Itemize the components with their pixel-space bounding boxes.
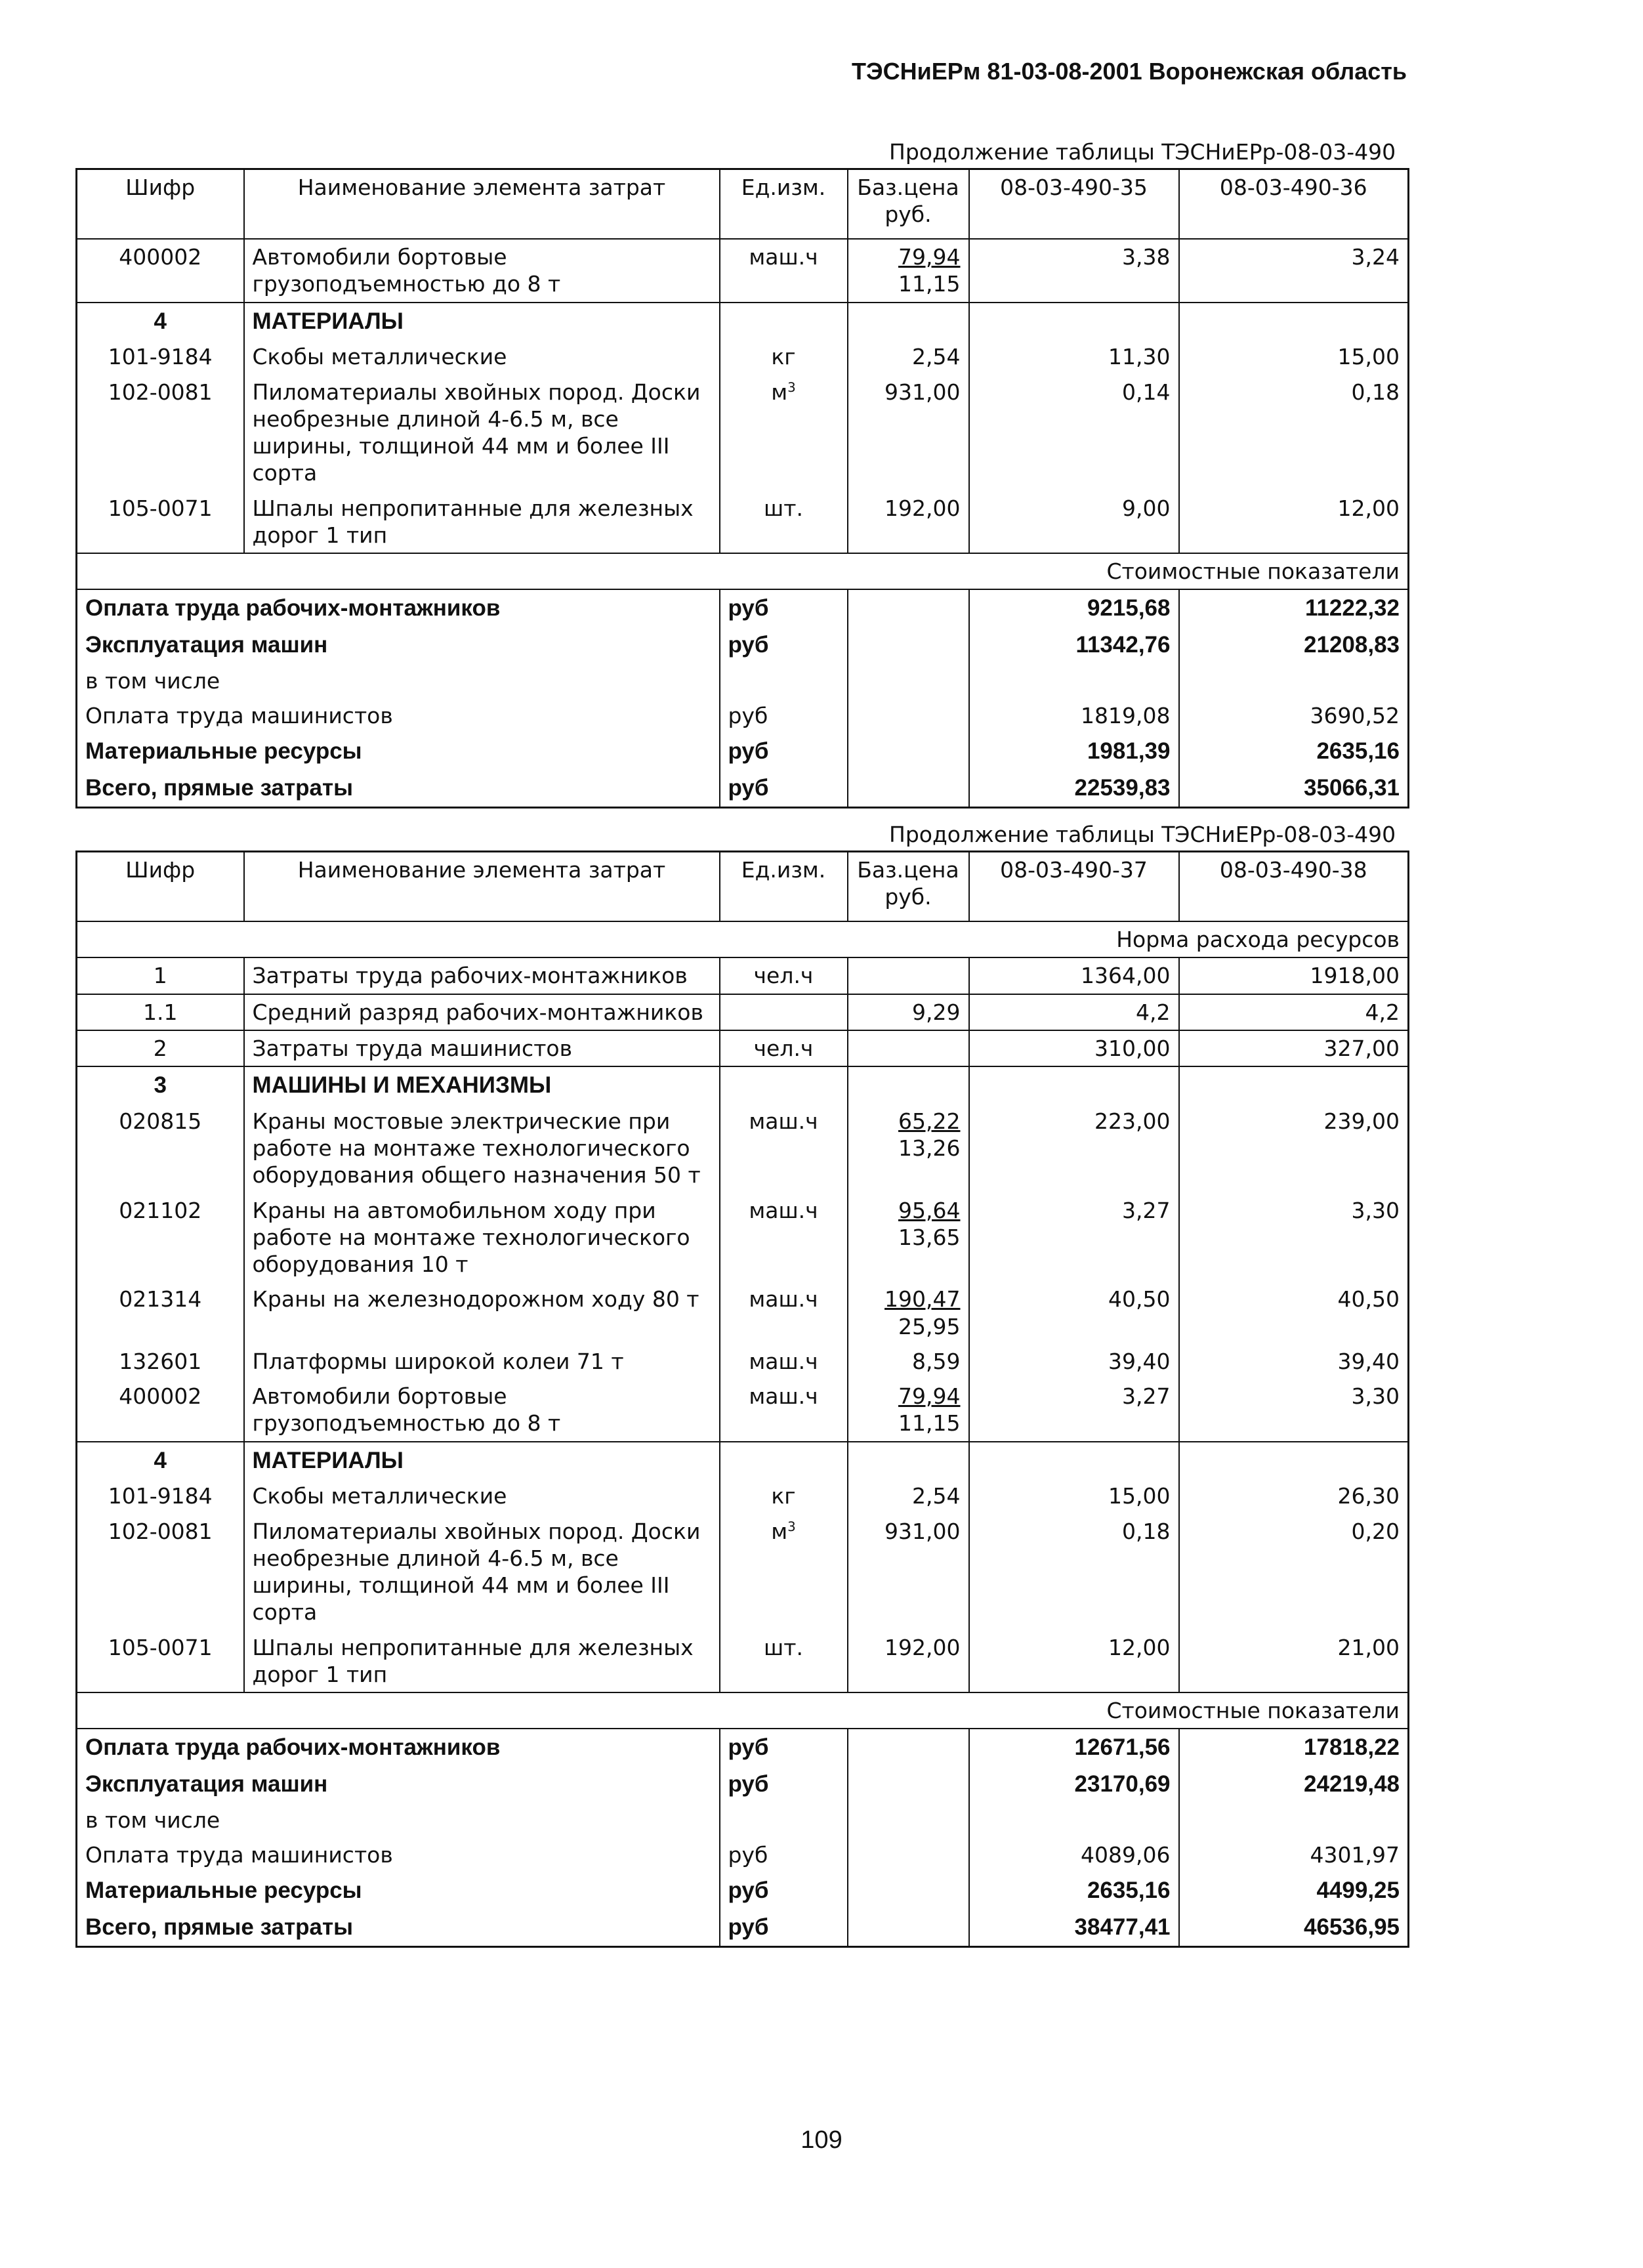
unit-text: маш.ч bbox=[749, 1286, 818, 1312]
row-unit bbox=[720, 339, 848, 374]
cost-unit: руб bbox=[720, 1729, 848, 1766]
cost-unit: руб bbox=[720, 1838, 848, 1872]
row-value-2: 4,2 bbox=[1179, 994, 1409, 1030]
unit-text: шт. bbox=[764, 495, 803, 521]
table-row bbox=[77, 994, 1409, 1030]
row-price bbox=[848, 375, 969, 491]
row-code: 101-9184 bbox=[77, 1479, 244, 1513]
row-unit bbox=[720, 239, 848, 303]
cost-value-1: 4089,06 bbox=[969, 1838, 1179, 1872]
cost-value-2: 2635,16 bbox=[1316, 738, 1400, 765]
cost-value-1: 12671,56 bbox=[969, 1729, 1179, 1766]
price-value: 931,00 bbox=[884, 379, 961, 405]
cost-label: Всего, прямые затраты bbox=[77, 1909, 720, 1946]
row-value-2: 12,00 bbox=[1337, 495, 1400, 521]
row-name: Шпалы непропитанные для железных дорог 1 тип bbox=[244, 1630, 720, 1693]
cost-label: Оплата труда рабочих-монтажников bbox=[77, 589, 720, 627]
unit-text: м bbox=[771, 379, 788, 405]
cost-row bbox=[77, 1909, 1409, 1946]
row-code: 020815 bbox=[77, 1104, 244, 1193]
cost-value-1: 23170,69 bbox=[969, 1766, 1179, 1803]
unit-text: маш.ч bbox=[749, 1383, 818, 1409]
cost-row bbox=[77, 1766, 1409, 1803]
cost-value-2: 24219,48 bbox=[1304, 1771, 1400, 1797]
table1 bbox=[75, 168, 1409, 808]
table2-cost bbox=[77, 1692, 1409, 1946]
row-value-2: 3,24 bbox=[1351, 244, 1400, 270]
table2-machines bbox=[77, 1104, 1409, 1442]
row-name: Шпалы непропитанные для железных дорог 1 тип bbox=[244, 491, 720, 554]
cost-unit: руб bbox=[720, 1872, 848, 1909]
table2-labor bbox=[77, 957, 1409, 1066]
price-value: 79,94 bbox=[898, 244, 961, 270]
cost-value-1: 1981,39 bbox=[969, 733, 1179, 770]
cost-price bbox=[848, 733, 969, 770]
row-name: Средний разряд рабочих-монтажников bbox=[244, 994, 720, 1030]
col-header-v2: 08-03-490-38 bbox=[1219, 857, 1367, 883]
table2-caption: Продолжение таблицы ТЭСНиЕРр-08-03-490 bbox=[889, 822, 1396, 847]
unit-text: кг bbox=[771, 1483, 796, 1509]
row-price bbox=[848, 1282, 969, 1344]
cost-unit bbox=[720, 1803, 848, 1838]
cost-price bbox=[848, 1803, 969, 1838]
row-unit bbox=[720, 1344, 848, 1379]
unit-superscript: 3 bbox=[787, 1519, 796, 1534]
row-code: 400002 bbox=[77, 1379, 244, 1442]
row-value-2: 39,40 bbox=[1337, 1348, 1400, 1374]
cost-label: Всего, прямые затраты bbox=[77, 770, 720, 807]
table-row bbox=[77, 339, 1409, 374]
table-row bbox=[77, 1282, 1409, 1344]
unit-text: маш.ч bbox=[749, 1197, 818, 1223]
row-value-2: 40,50 bbox=[1337, 1286, 1400, 1312]
row-price bbox=[848, 491, 969, 554]
col-header-code: Шифр bbox=[77, 169, 244, 240]
table1-header bbox=[77, 169, 1409, 240]
row-value-1: 39,40 bbox=[969, 1344, 1179, 1379]
row-code: 132601 bbox=[77, 1344, 244, 1379]
cost-value-2: 11222,32 bbox=[1304, 595, 1400, 621]
cost-header: Стоимостные показатели bbox=[77, 1692, 1409, 1729]
unit-superscript: 3 bbox=[787, 379, 796, 395]
row-unit bbox=[720, 1193, 848, 1282]
section-title: МАТЕРИАЛЫ bbox=[244, 303, 720, 340]
row-price bbox=[848, 239, 969, 303]
cost-row bbox=[77, 733, 1409, 770]
price-value: 2,54 bbox=[912, 1483, 961, 1509]
row-value-2: 1918,00 bbox=[1310, 963, 1400, 989]
table-row bbox=[77, 491, 1409, 554]
row-value-1: 12,00 bbox=[969, 1630, 1179, 1693]
row-unit bbox=[720, 1630, 848, 1693]
row-code: 105-0071 bbox=[77, 1630, 244, 1693]
row-unit bbox=[720, 957, 848, 994]
cost-row bbox=[77, 698, 1409, 733]
row-code: 102-0081 bbox=[77, 1514, 244, 1630]
page-number: 109 bbox=[801, 2126, 842, 2154]
cost-label: Оплата труда машинистов bbox=[77, 1838, 720, 1872]
row-name: Затраты труда машинистов bbox=[244, 1030, 720, 1066]
row-price bbox=[848, 1030, 969, 1066]
unit-text: маш.ч bbox=[749, 1108, 818, 1134]
cost-header: Стоимостные показатели bbox=[77, 553, 1409, 589]
price-machinist-wage: 11,15 bbox=[898, 1410, 961, 1437]
cost-value-1: 11342,76 bbox=[969, 627, 1179, 663]
row-value-1: 3,27 bbox=[969, 1379, 1179, 1442]
table-row bbox=[77, 1104, 1409, 1193]
col-header-v1: 08-03-490-35 bbox=[969, 169, 1179, 240]
table-row bbox=[77, 957, 1409, 994]
row-value-2: 0,18 bbox=[1351, 379, 1400, 405]
row-price bbox=[848, 957, 969, 994]
cost-unit bbox=[720, 663, 848, 698]
row-name: Автомобили бортовые грузоподъемностью до 8 т bbox=[244, 239, 720, 303]
norm-header: Норма расхода ресурсов bbox=[1116, 927, 1400, 952]
cost-value-1 bbox=[969, 663, 1179, 698]
cost-value-2: 21208,83 bbox=[1304, 632, 1400, 658]
row-value-1: 310,00 bbox=[969, 1030, 1179, 1066]
row-name: Пиломатериалы хвойных пород. Доски необрезные длиной 4-6.5 м, все ширины, толщиной 44 мм и более III сорта bbox=[244, 375, 720, 491]
price-value: 8,59 bbox=[912, 1348, 961, 1374]
row-price bbox=[848, 1193, 969, 1282]
section-number: 3 bbox=[77, 1066, 244, 1104]
table-row bbox=[77, 1479, 1409, 1513]
cost-value-1: 2635,16 bbox=[969, 1872, 1179, 1909]
row-code: 400002 bbox=[77, 239, 244, 303]
table1-cost bbox=[77, 553, 1409, 807]
unit-text: м bbox=[771, 1518, 788, 1544]
cost-value-2: 3690,52 bbox=[1310, 703, 1400, 728]
col-header-name: Наименование элемента затрат bbox=[244, 852, 720, 922]
cost-row bbox=[77, 770, 1409, 807]
cost-label: в том числе bbox=[77, 1803, 720, 1838]
row-price bbox=[848, 1344, 969, 1379]
table-row bbox=[77, 1630, 1409, 1693]
unit-text: шт. bbox=[764, 1634, 803, 1660]
row-code: 021102 bbox=[77, 1193, 244, 1282]
cost-price bbox=[848, 770, 969, 807]
row-name: Краны на автомобильном ходу при работе на монтаже технологического оборудования 10 т bbox=[244, 1193, 720, 1282]
price-value: 190,47 bbox=[884, 1286, 961, 1312]
row-value-1: 3,27 bbox=[969, 1193, 1179, 1282]
table-row bbox=[77, 1193, 1409, 1282]
col-header-price: Баз.цена руб. bbox=[848, 852, 969, 922]
price-value: 2,54 bbox=[912, 344, 961, 370]
section-number: 4 bbox=[77, 303, 244, 340]
row-price bbox=[848, 994, 969, 1030]
table2 bbox=[75, 850, 1409, 1948]
unit-text: кг bbox=[771, 344, 796, 370]
price-value: 931,00 bbox=[884, 1518, 961, 1544]
col-header-code: Шифр bbox=[77, 852, 244, 922]
row-value-2: 21,00 bbox=[1337, 1634, 1400, 1660]
table-row bbox=[77, 1344, 1409, 1379]
table2-header bbox=[77, 852, 1409, 958]
row-price bbox=[848, 1479, 969, 1513]
row-value-1: 15,00 bbox=[969, 1479, 1179, 1513]
row-code: 102-0081 bbox=[77, 375, 244, 491]
cost-price bbox=[848, 1909, 969, 1946]
row-name: Краны мостовые электрические при работе на монтаже технологического оборудования общего назначения 50 т bbox=[244, 1104, 720, 1193]
price-value: 95,64 bbox=[898, 1197, 961, 1223]
row-value-1: 11,30 bbox=[969, 339, 1179, 374]
row-name: Скобы металлические bbox=[244, 339, 720, 374]
cost-label: в том числе bbox=[77, 663, 720, 698]
cost-value-1 bbox=[969, 1803, 1179, 1838]
row-value-2: 0,20 bbox=[1351, 1518, 1400, 1544]
table-row bbox=[77, 1379, 1409, 1442]
row-code: 1 bbox=[77, 957, 244, 994]
col-header-name: Наименование элемента затрат bbox=[244, 169, 720, 240]
row-value-2: 327,00 bbox=[1179, 1030, 1409, 1066]
table1-caption: Продолжение таблицы ТЭСНиЕРр-08-03-490 bbox=[889, 139, 1396, 165]
cost-label: Материальные ресурсы bbox=[77, 1872, 720, 1909]
price-machinist-wage: 11,15 bbox=[898, 271, 961, 297]
cost-price bbox=[848, 1766, 969, 1803]
row-unit bbox=[720, 1030, 848, 1066]
col-header-unit: Ед.изм. bbox=[720, 169, 848, 240]
table-row bbox=[77, 239, 1409, 303]
row-name: Пиломатериалы хвойных пород. Доски необрезные длиной 4-6.5 м, все ширины, толщиной 44 мм и более III сорта bbox=[244, 1514, 720, 1630]
cost-price bbox=[848, 663, 969, 698]
cost-value-2: 46536,95 bbox=[1304, 1914, 1400, 1940]
price-machinist-wage: 25,95 bbox=[898, 1313, 961, 1339]
table-row bbox=[77, 1030, 1409, 1066]
row-value-1: 3,38 bbox=[969, 239, 1179, 303]
cost-row bbox=[77, 1872, 1409, 1909]
row-unit bbox=[720, 1282, 848, 1344]
cost-value-1: 9215,68 bbox=[969, 589, 1179, 627]
row-code: 101-9184 bbox=[77, 339, 244, 374]
row-name: Затраты труда рабочих-монтажников bbox=[244, 957, 720, 994]
unit-text: чел.ч bbox=[753, 1035, 814, 1061]
section-title: МАТЕРИАЛЫ bbox=[244, 1442, 720, 1479]
row-price bbox=[848, 1379, 969, 1442]
cost-price bbox=[848, 1838, 969, 1872]
cost-price bbox=[848, 698, 969, 733]
cost-unit: руб bbox=[720, 698, 848, 733]
unit-text: маш.ч bbox=[749, 1348, 818, 1374]
table1-materials-section bbox=[77, 303, 1409, 340]
row-unit bbox=[720, 1514, 848, 1630]
cost-unit: руб bbox=[720, 1766, 848, 1803]
row-value-1: 9,00 bbox=[969, 491, 1179, 554]
cost-value-2: 35066,31 bbox=[1304, 775, 1400, 801]
col-header-price: Баз.цена руб. bbox=[848, 169, 969, 240]
row-unit bbox=[720, 1104, 848, 1193]
cost-price bbox=[848, 589, 969, 627]
row-unit bbox=[720, 375, 848, 491]
cost-value-2 bbox=[1179, 1803, 1409, 1838]
section-number: 4 bbox=[77, 1442, 244, 1479]
col-header-v2: 08-03-490-36 bbox=[1219, 175, 1367, 200]
row-value-1: 0,14 bbox=[969, 375, 1179, 491]
row-value-1: 4,2 bbox=[969, 994, 1179, 1030]
cost-label: Эксплуатация машин bbox=[77, 627, 720, 663]
table2-materials bbox=[77, 1479, 1409, 1692]
cost-value-1: 38477,41 bbox=[969, 1909, 1179, 1946]
cost-value-2: 4499,25 bbox=[1316, 1878, 1400, 1904]
row-name: Скобы металлические bbox=[244, 1479, 720, 1513]
row-code: 1.1 bbox=[77, 994, 244, 1030]
table2-materials-section bbox=[77, 1442, 1409, 1479]
table1-machines bbox=[77, 239, 1409, 303]
cost-row bbox=[77, 1838, 1409, 1872]
row-value-1: 0,18 bbox=[969, 1514, 1179, 1630]
row-value-1: 223,00 bbox=[969, 1104, 1179, 1193]
table-row bbox=[77, 1514, 1409, 1630]
row-value-2: 239,00 bbox=[1323, 1108, 1400, 1134]
cost-price bbox=[848, 1729, 969, 1766]
cost-price bbox=[848, 627, 969, 663]
price-machinist-wage: 13,65 bbox=[898, 1224, 961, 1250]
price-value: 192,00 bbox=[884, 1634, 961, 1660]
row-unit bbox=[720, 994, 848, 1030]
section-title: МАШИНЫ И МЕХАНИЗМЫ bbox=[244, 1066, 720, 1104]
cost-label: Эксплуатация машин bbox=[77, 1766, 720, 1803]
row-price bbox=[848, 1514, 969, 1630]
row-name: Краны на железнодорожном ходу 80 т bbox=[244, 1282, 720, 1344]
cost-unit: руб bbox=[720, 770, 848, 807]
row-code: 021314 bbox=[77, 1282, 244, 1344]
cost-label: Оплата труда рабочих-монтажников bbox=[77, 1729, 720, 1766]
row-unit bbox=[720, 1379, 848, 1442]
row-price bbox=[848, 339, 969, 374]
price-value: 9,29 bbox=[912, 999, 961, 1025]
row-value-1: 40,50 bbox=[969, 1282, 1179, 1344]
row-code: 105-0071 bbox=[77, 491, 244, 554]
price-value: 79,94 bbox=[898, 1383, 961, 1409]
row-name: Автомобили бортовые грузоподъемностью до 8 т bbox=[244, 1379, 720, 1442]
document-header: ТЭСНиЕРм 81-03-08-2001 Воронежская область bbox=[852, 58, 1407, 85]
row-code: 2 bbox=[77, 1030, 244, 1066]
price-value: 192,00 bbox=[884, 495, 961, 521]
cost-unit: руб bbox=[720, 733, 848, 770]
col-header-v1: 08-03-490-37 bbox=[969, 852, 1179, 922]
row-name: Платформы широкой колеи 71 т bbox=[244, 1344, 720, 1379]
cost-value-1: 22539,83 bbox=[969, 770, 1179, 807]
row-value-2: 15,00 bbox=[1337, 344, 1400, 370]
cost-unit: руб bbox=[720, 589, 848, 627]
row-value-1: 1364,00 bbox=[969, 957, 1179, 994]
row-unit bbox=[720, 1479, 848, 1513]
cost-value-2 bbox=[1179, 663, 1409, 698]
unit-text: чел.ч bbox=[753, 963, 814, 989]
cost-row bbox=[77, 1729, 1409, 1766]
cost-label: Оплата труда машинистов bbox=[77, 698, 720, 733]
cost-price bbox=[848, 1872, 969, 1909]
table-row bbox=[77, 375, 1409, 491]
row-unit bbox=[720, 491, 848, 554]
price-machinist-wage: 13,26 bbox=[898, 1135, 961, 1161]
cost-unit: руб bbox=[720, 627, 848, 663]
row-value-2: 3,30 bbox=[1351, 1197, 1400, 1223]
cost-row bbox=[77, 627, 1409, 663]
cost-value-2: 17818,22 bbox=[1304, 1734, 1400, 1761]
table1-materials bbox=[77, 339, 1409, 553]
row-price bbox=[848, 1104, 969, 1193]
cost-row bbox=[77, 1803, 1409, 1838]
cost-label: Материальные ресурсы bbox=[77, 733, 720, 770]
row-value-2: 3,30 bbox=[1351, 1383, 1400, 1409]
cost-value-1: 1819,08 bbox=[969, 698, 1179, 733]
cost-row bbox=[77, 589, 1409, 627]
unit-text: маш.ч bbox=[749, 244, 818, 270]
cost-row bbox=[77, 663, 1409, 698]
cost-unit: руб bbox=[720, 1909, 848, 1946]
table2-machines-section bbox=[77, 1066, 1409, 1104]
row-price bbox=[848, 1630, 969, 1693]
cost-value-2: 4301,97 bbox=[1310, 1842, 1400, 1868]
price-value: 65,22 bbox=[898, 1108, 961, 1134]
col-header-unit: Ед.изм. bbox=[720, 852, 848, 922]
row-value-2: 26,30 bbox=[1337, 1483, 1400, 1509]
